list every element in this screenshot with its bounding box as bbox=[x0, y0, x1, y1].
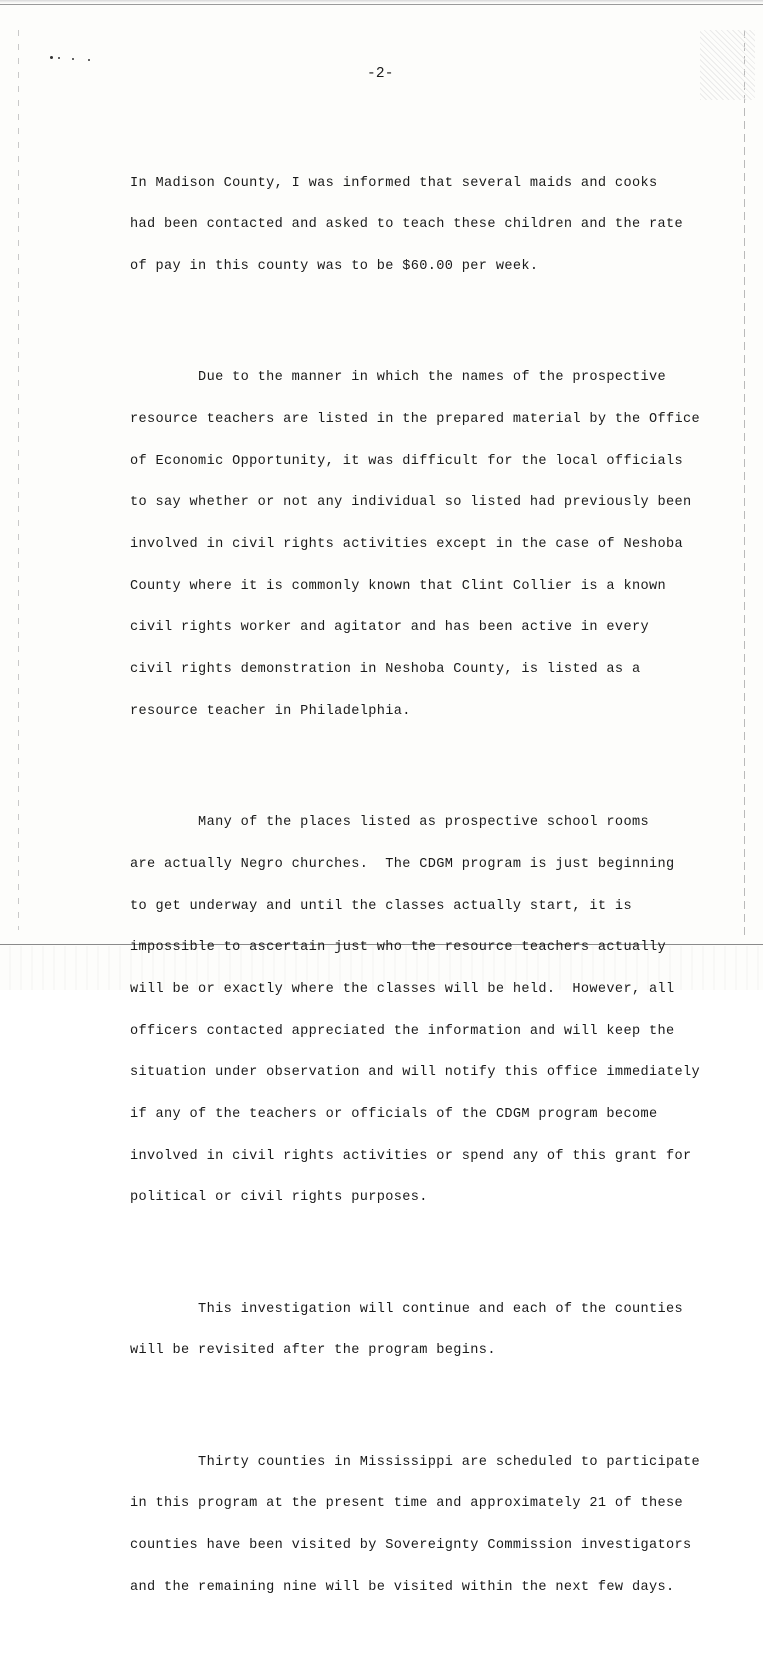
text-line: and the remaining nine will be visited within the next few days. bbox=[130, 1579, 675, 1595]
text-line: to get underway and until the classes actually start, it is bbox=[130, 898, 632, 914]
text-line: civil rights demonstration in Neshoba County, is listed as a bbox=[130, 662, 641, 678]
text-line: Many of the places listed as prospective school rooms bbox=[130, 815, 649, 831]
paragraph bbox=[130, 1428, 710, 1623]
page-number: -2- bbox=[367, 66, 394, 82]
text-line: resource teachers are listed in the prepared material by the Office bbox=[130, 411, 701, 427]
text-line: involved in civil rights activities or spend any of this grant for bbox=[130, 1148, 692, 1164]
text-line: will be or exactly where the classes will be held. However, all bbox=[130, 981, 675, 997]
text-line: counties have been visited by Sovereignty Commission investigators bbox=[130, 1537, 692, 1553]
scan-top-shadow bbox=[0, 0, 763, 3]
text-line: in this program at the present time and approximately 21 of these bbox=[130, 1496, 683, 1512]
scan-dot bbox=[72, 58, 74, 60]
paragraph bbox=[130, 1275, 710, 1386]
scan-corner-noise bbox=[700, 30, 755, 100]
text-line: had been contacted and asked to teach these children and the rate bbox=[130, 217, 683, 233]
text-line: of Economic Opportunity, it was difficult for the local officials bbox=[130, 453, 683, 469]
text-line: political or civil rights purposes. bbox=[130, 1190, 428, 1206]
scan-left-margin-mark bbox=[18, 30, 19, 930]
text-line: This investigation will continue and each of the counties bbox=[130, 1301, 683, 1317]
text-line: involved in civil rights activities except in the case of Neshoba bbox=[130, 537, 683, 553]
text-line: In Madison County, I was informed that several maids and cooks bbox=[130, 175, 658, 191]
text-line: resource teacher in Philadelphia. bbox=[130, 703, 411, 719]
text-line: Thirty counties in Mississippi are scheduled to participate bbox=[130, 1454, 701, 1470]
text-line: are actually Negro churches. The CDGM program is just beginning bbox=[130, 856, 675, 872]
paragraph bbox=[130, 149, 710, 302]
scan-dot bbox=[50, 56, 53, 59]
text-line: impossible to ascertain just who the resource teachers actually bbox=[130, 940, 666, 956]
scan-top-edge bbox=[0, 4, 763, 5]
text-line: if any of the teachers or officials of the CDGM program become bbox=[130, 1107, 658, 1123]
letter-body bbox=[130, 121, 710, 1664]
scan-dot bbox=[88, 59, 90, 61]
text-line: civil rights worker and agitator and has been active in every bbox=[130, 620, 649, 636]
text-line: situation under observation and will notify this office immediately bbox=[130, 1065, 701, 1081]
text-line: of pay in this county was to be $60.00 per week. bbox=[130, 259, 539, 275]
text-line: Due to the manner in which the names of the prospective bbox=[130, 370, 666, 386]
text-line: to say whether or not any individual so listed had previously been bbox=[130, 495, 692, 511]
scan-dot bbox=[58, 57, 60, 59]
paragraph bbox=[130, 788, 710, 1233]
text-line: officers contacted appreciated the information and will keep the bbox=[130, 1023, 675, 1039]
text-line: will be revisited after the program begins. bbox=[130, 1343, 496, 1359]
scan-right-margin-mark bbox=[744, 30, 745, 940]
scan-corner-marks bbox=[28, 36, 98, 66]
paragraph bbox=[130, 343, 710, 746]
text-line: County where it is commonly known that Clint Collier is a known bbox=[130, 578, 666, 594]
